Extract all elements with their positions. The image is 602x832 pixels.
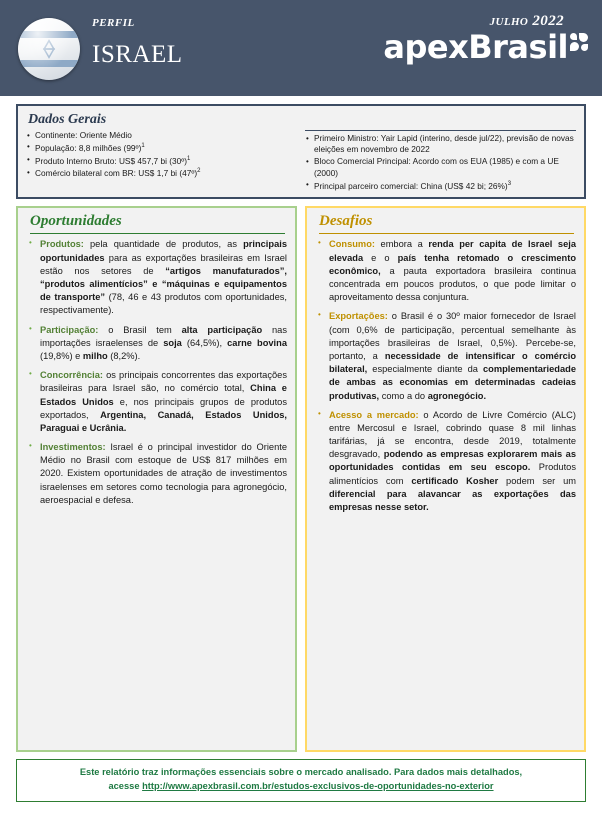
page-header [0,0,602,96]
bullet-text: “artigos manufaturados”, “produtos alimentícios” e “máquinas e equipamentos de transporte” [40,265,287,303]
dados-gerais-item: • Produto Interno Bruto: US$ 457,7 bi (30º)$^1$ [26,155,297,167]
dados-gerais-item: • Comércio bilateral com BR: US$ 1,7 bi (47º)$^2$ [26,167,297,179]
dados-gerais-right-list [305,133,576,192]
star-of-david-icon [38,38,60,60]
dados-gerais-item: • População: 8,8 milhões (99º)$^1$ [26,142,297,154]
bullet-text: e, nos principais grupos de produtos exportados, [40,396,287,420]
panels-row [16,206,586,752]
oportunidades-item [26,369,287,435]
bullet-lead-label: Concorrência: [40,370,104,381]
header-title-group [92,14,183,70]
desafios-panel [305,206,586,752]
dados-gerais-item: • Continente: Oriente Médio [26,130,297,141]
bullet-text: como a do [379,390,428,401]
bullet-text: especialmente diante da [367,364,483,375]
profile-label: perfil [92,14,135,30]
bullet-text: embora a [374,239,429,250]
bullet-text: alta participação [181,324,263,335]
oportunidades-item [26,324,287,364]
desafios-item [315,310,576,402]
header-brand-group [383,13,588,66]
apexbrasil-logo [383,28,588,66]
desafios-divider [319,233,574,234]
dados-gerais-right-column [305,130,576,192]
apexbrasil-logo-text: apexBrasil [383,28,568,66]
bullet-text: soja [163,337,182,348]
desafios-item [315,238,576,304]
footer-line-2-prefix: acesse [108,781,143,792]
dados-gerais-item: • Bloco Comercial Principal: Acordo com os EUA (1985) e com a UE (2000) [305,156,576,179]
bullet-text: (64,5%), [181,337,228,348]
bullet-text: (19,8%) e [40,350,83,361]
apexbrasil-pinwheel-icon [570,33,588,51]
dados-gerais-item: • Primeiro Ministro: Yair Lapid (interino, desde jul/22), previsão de novas eleições em novembro de 2022 [305,133,576,156]
bullet-lead-label: Acesso a mercado: [329,409,419,420]
bullet-text: a pauta exportadora brasileira continua concentrada em poucos produtos, o que pode limitar o aproveitamento dessa conjuntura. [329,265,576,303]
bullet-lead-label: Consumo: [329,239,375,250]
dados-gerais-section [16,104,586,199]
oportunidades-panel [16,206,297,752]
oportunidades-list [26,238,287,507]
desafios-title: Desafios [319,213,373,230]
bullet-text: (78, 46 e 43 produtos com oportunidades, respectivamente). [40,292,287,316]
bullet-text: país tenha retomado o crescimento econômico, [329,252,576,276]
bullet-text: necessidade de intensificar o comércio bilateral, [329,350,576,375]
dados-gerais-title: Dados Gerais [28,112,107,127]
bullet-lead-label: Produtos: [40,239,84,250]
bullet-text: renda per capita de Israel seja elevada [329,239,576,263]
bullet-text: China e Estados Unidos [40,383,287,407]
bullet-text: Produtos alimentícios com [329,462,576,486]
bullet-text: podendo as empresas explorarem mais as oportunidades contidas em seu escopo. [329,449,576,473]
footer-line-1: Este relatório traz informações essenciais sobre o mercado analisado. Para dados mais detalhados, [79,767,523,778]
bullet-text: Israel é o principal investidor do Oriente Médio no Brasil com estoque de US$ 817 milhões em 2020. Existem oportunidades de atração de investimentos israelenses em setores como tecnologia para agronegócio, aeroespacial e defesa. [40,442,287,505]
bullet-text: carne bovina [227,337,287,348]
dados-gerais-left-column [26,130,297,192]
bullet-text: e o [363,252,398,263]
report-date: julho 2022 [489,13,564,29]
bullet-text: nas importações israelenses de [40,324,287,348]
bullet-text: complementariedade de ambas as economias em determinadas cadeias produtivas, [329,364,576,401]
bullet-text: certificado Kosher [411,475,499,486]
bullet-text: para as exportações brasileiras em Israel estão nos setores de [40,252,287,276]
bullet-text: o Brasil é o 30º maior fornecedor de Israel (com 0,6% de participação, percentual semelhante às importações brasileiras de Israel, 0,5%). Percebe-se, portanto, a [329,311,576,361]
bullet-text: (8,2%). [107,350,141,361]
bullet-text: o Brasil tem [98,324,182,335]
bullet-text: milho [82,350,108,361]
dados-gerais-left-list [26,130,297,180]
apexbrasil-studies-link[interactable]: http://www.apexbrasil.com.br/estudos-exclusivos-de-oportunidades-no-exterior [142,781,494,792]
israel-flag-icon [18,18,80,80]
bullet-text: os principais concorrentes das exportações brasileiras para Israel são, no comércio total, [40,370,287,394]
oportunidades-title: Oportunidades [30,213,122,230]
bullet-text: principais oportunidades [40,239,287,263]
page-body [0,96,602,752]
bullet-text: podem ser um [498,475,576,486]
oportunidades-item [26,238,287,317]
bullet-lead-label: Investimentos: [40,442,106,453]
oportunidades-divider [30,233,285,234]
bullet-text: diferencial para alavancar as exportações das empresas nesse setor. [329,488,576,513]
page-title: israel [92,31,183,70]
bullet-lead-label: Exportações: [329,311,388,322]
oportunidades-item [26,441,287,507]
bullet-text: Argentina, Canadá, Estados Unidos, Paraguai e Ucrânia. [40,409,287,433]
bullet-lead-label: Participação: [40,324,99,335]
dados-gerais-item: • Principal parceiro comercial: China (US$ 42 bi; 26%)$^3$ [305,180,576,192]
bullet-text: pela quantidade de produtos, as [83,239,244,250]
desafios-item [315,409,576,515]
bullet-text: agronegócio. [427,390,487,401]
bullet-text: o Acordo de Livre Comércio (ALC) entre Mercosul e Israel, cobrindo quase 8 mil linhas tarifárias, já se encontra, desde 2019, totalmente desgravado, [329,409,576,460]
footer-note [16,759,586,802]
desafios-list [315,238,576,514]
